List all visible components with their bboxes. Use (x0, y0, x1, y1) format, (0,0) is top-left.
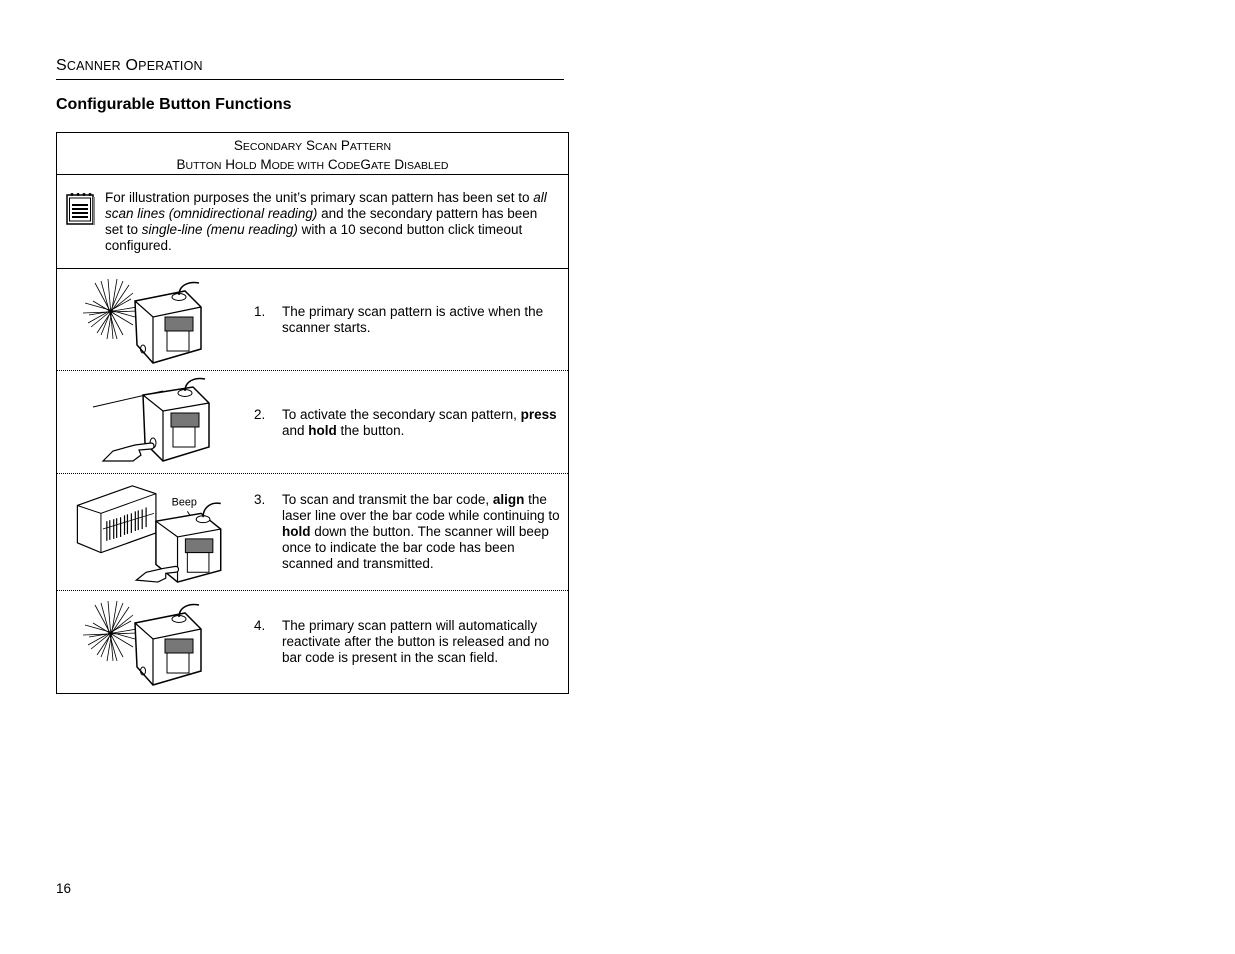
running-head-smallcaps: PERATION (138, 59, 203, 73)
box-title-line2: BUTTON HOLD MODE WITH CODEGATE DISABLED (176, 157, 449, 172)
section-title: Configurable Button Functions (56, 96, 292, 113)
step-row (57, 371, 568, 474)
step-number: 3. (254, 492, 266, 507)
step-text: The primary scan pattern is active when the scanner starts. (282, 304, 544, 335)
note-text: For illustration purposes the unit’s primary scan pattern has been set to all scan lines (omnidirectional reading) and the secondary pattern has been set to single-line (menu reading) with a 10 second button click timeout configured. (105, 190, 547, 253)
step-row (57, 269, 568, 371)
running-head-cap: S (56, 57, 67, 74)
step-text: The primary scan pattern will automatically reactivate after the button is released and no bar code is present in the scan field. (282, 618, 550, 665)
note-row (57, 176, 568, 269)
scanner-illustration (73, 595, 233, 689)
scanner-illustration (73, 375, 233, 469)
step-number: 1. (254, 304, 266, 319)
step-number: 4. (254, 618, 266, 633)
step-number: 2. (254, 407, 266, 422)
step-text: To activate the secondary scan pattern, press and hold the button. (282, 407, 557, 438)
scanner-illustration (73, 273, 233, 367)
notepad-icon (66, 192, 96, 226)
running-head-cap: O (125, 57, 139, 74)
hand-illustration (103, 443, 154, 461)
box-title-line1: SECONDARY SCAN PATTERN (233, 138, 392, 153)
box-title (57, 133, 568, 175)
page-number: 16 (56, 881, 72, 896)
running-head-smallcaps: CANNER (66, 59, 121, 73)
beep-label: Beep (171, 496, 197, 509)
running-head (56, 57, 564, 80)
step-row (57, 474, 568, 591)
step-text: To scan and transmit the bar code, align the laser line over the bar code while continuing to hold down the button. The scanner will beep once to indicate the bar code has been scanned and transmitted. (282, 492, 560, 571)
barcode-box-illustration (73, 478, 231, 586)
procedure-box (56, 132, 569, 694)
step-row (57, 591, 568, 693)
